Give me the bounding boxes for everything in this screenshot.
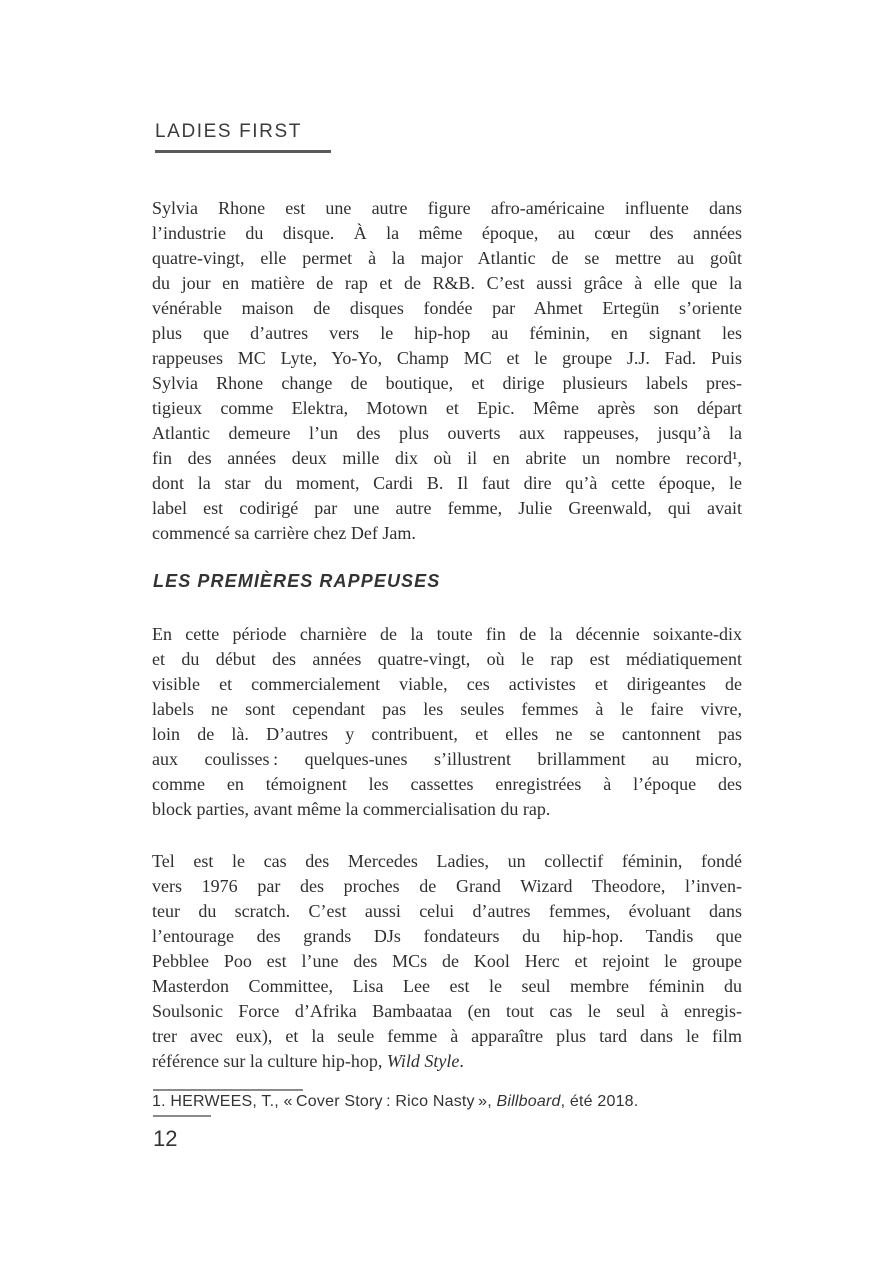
body-line: et du début des années quatre-vingt, où le rap est médiatiquement — [152, 649, 742, 669]
body-line: label est codirigé par une autre femme, Julie Greenwald, qui avait — [152, 498, 742, 518]
body-line: Pebblee Poo est l’une des MCs de Kool Herc et rejoint le groupe — [152, 951, 742, 971]
paragraph-3-last-line-italic: Wild Style — [386, 1051, 460, 1071]
body-line: Soulsonic Force d’Afrika Bambaataa (en tout cas le seul à enregis- — [152, 1001, 742, 1021]
body-line: Tel est le cas des Mercedes Ladies, un collectif féminin, fondé — [152, 851, 742, 871]
body-line: Sylvia Rhone est une autre figure afro-américaine influente dans — [152, 198, 742, 218]
footnote-journal-title: Billboard — [496, 1093, 561, 1110]
paragraph-1 — [152, 196, 742, 546]
footnote — [152, 1093, 772, 1111]
body-line: loin de là. D’autres y contribuent, et elles ne se cantonnent pas — [152, 724, 742, 744]
body-line: Masterdon Committee, Lisa Lee est le seul membre féminin du — [152, 976, 742, 996]
paragraph-2 — [152, 622, 742, 822]
section-heading: LES PREMIÈRES RAPPEUSES — [153, 571, 441, 591]
body-line: fin des années deux mille dix où il en abrite un nombre record¹, — [152, 448, 742, 468]
body-line: plus que d’autres vers le hip-hop au féminin, en signant les — [152, 323, 742, 343]
running-head-title: LADIES FIRST — [155, 121, 302, 142]
body-line: teur du scratch. C’est aussi celui d’autres femmes, évoluant dans — [152, 901, 742, 921]
body-line: quatre-vingt, elle permet à la major Atlantic de se mettre au goût — [152, 248, 742, 268]
body-line: l’industrie du disque. À la même époque, au cœur des années — [152, 223, 742, 243]
footnote-suffix: , été 2018. — [560, 1093, 639, 1110]
body-line: comme en témoignent les cassettes enregistrées à l’époque des — [152, 774, 742, 794]
body-line: En cette période charnière de la toute fin de la décennie soixante-dix — [152, 624, 742, 644]
page-number: 12 — [153, 1126, 178, 1151]
body-line: dont la star du moment, Cardi B. Il faut dire qu’à cette époque, le — [152, 473, 742, 493]
body-line: visible et commercialement viable, ces activistes et dirigeantes de — [152, 674, 742, 694]
body-line: tigieux comme Elektra, Motown et Epic. Même après son départ — [152, 398, 742, 418]
paragraph-3-last-line-tail: . — [459, 1051, 464, 1071]
body-line: rappeuses MC Lyte, Yo-Yo, Champ MC et le groupe J.J. Fad. Puis — [152, 348, 742, 368]
body-line: Atlantic demeure l’un des plus ouverts aux rappeuses, jusqu’à la — [152, 423, 742, 443]
footnote-separator-rule — [153, 1089, 303, 1091]
body-line: l’entourage des grands DJs fondateurs du hip-hop. Tandis que — [152, 926, 742, 946]
body-line: du jour en matière de rap et de R&B. C’est aussi grâce à elle que la — [152, 273, 742, 293]
body-line: vers 1976 par des proches de Grand Wizard Theodore, l’inven- — [152, 876, 742, 896]
body-line: Sylvia Rhone change de boutique, et dirige plusieurs labels pres- — [152, 373, 742, 393]
body-line: vénérable maison de disques fondée par Ahmet Ertegün s’oriente — [152, 298, 742, 318]
body-line: block parties, avant même la commercialisation du rap. — [152, 799, 551, 819]
page-number-rule — [153, 1115, 211, 1117]
footnote-text: 1. HERWEES, T., « Cover Story : Rico Nasty », — [152, 1093, 497, 1110]
body-line — [152, 1049, 742, 1074]
body-line: trer avec eux), et la seule femme à apparaître plus tard dans le film — [152, 1026, 742, 1046]
body-line: commencé sa carrière chez Def Jam. — [152, 523, 416, 543]
body-line: labels ne sont cependant pas les seules femmes à le faire vivre, — [152, 699, 742, 719]
body-line: aux coulisses : quelques-unes s’illustrent brillamment au micro, — [152, 749, 742, 769]
running-head-rule — [155, 150, 331, 153]
paragraph-3-last-line-roman: référence sur la culture hip-hop, — [152, 1051, 387, 1071]
paragraph-3-lines — [152, 849, 742, 1049]
paragraph-3 — [152, 849, 742, 1074]
